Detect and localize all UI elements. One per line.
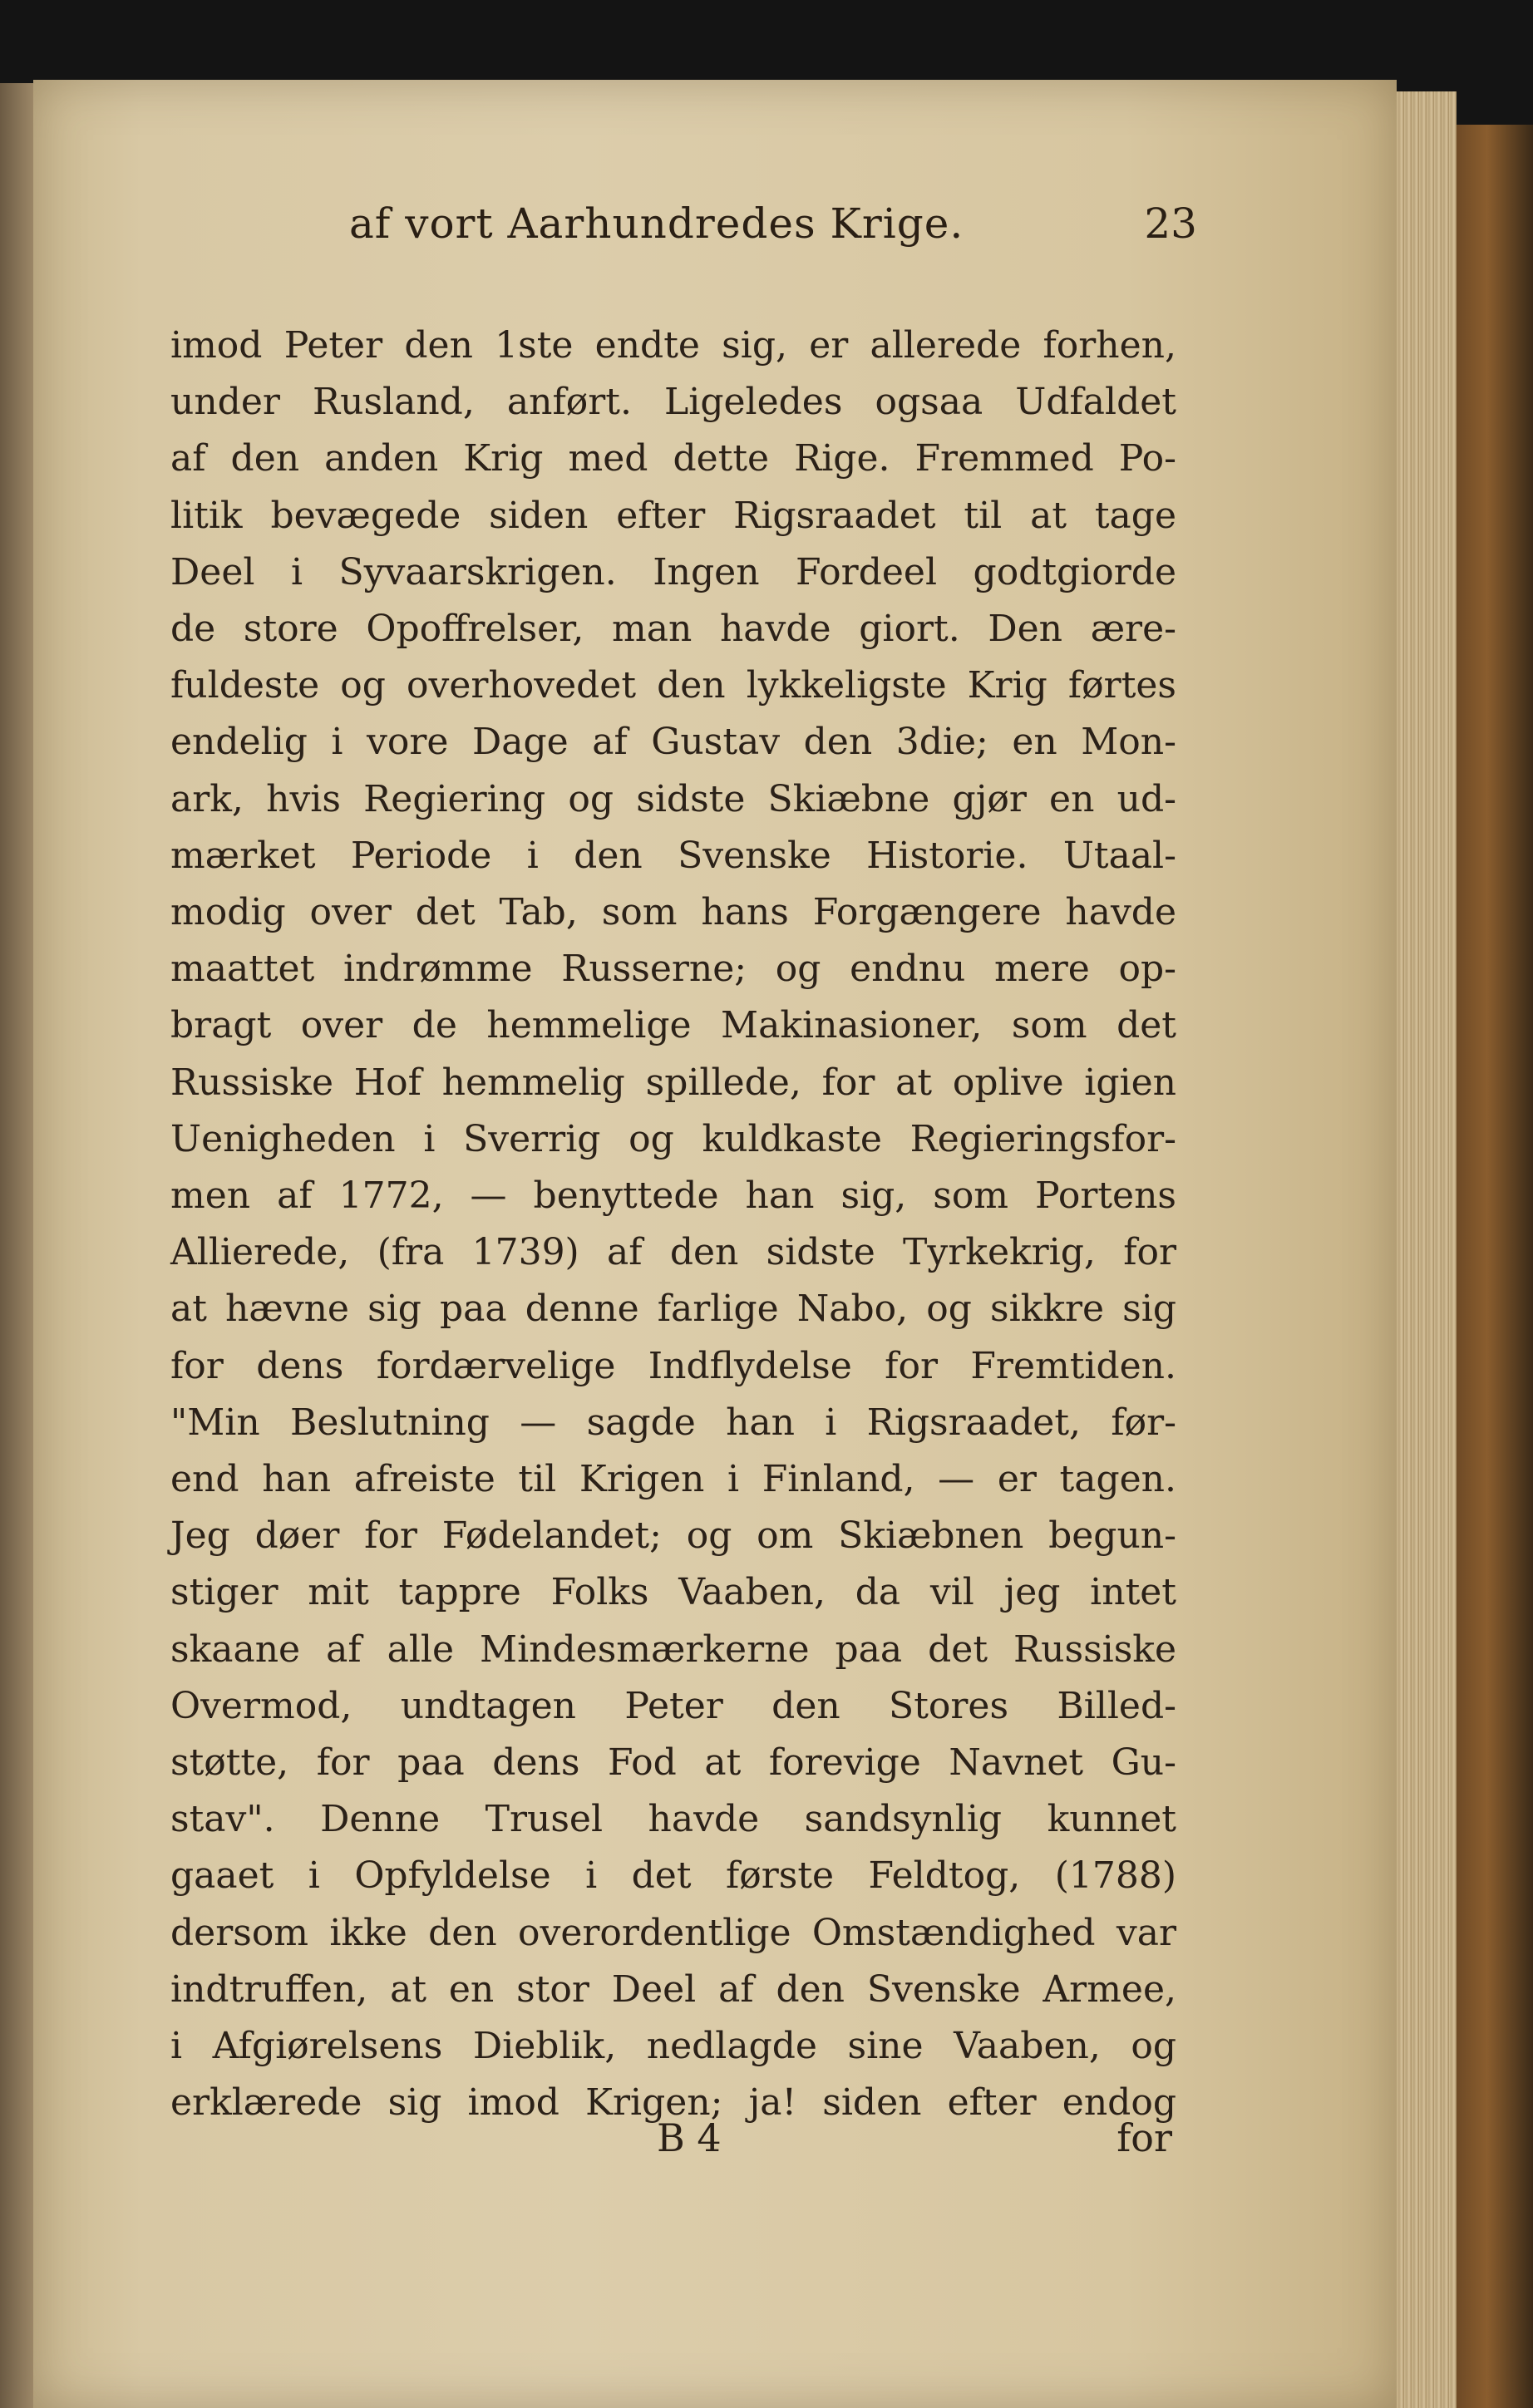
text-line: erklærede sig imod Krigen; ja! siden efter endog [170, 2081, 1176, 2125]
text-line: stiger mit tappre Folks Vaaben, da vil jeg intet [170, 1571, 1176, 1614]
running-title: af vort Aarhundredes Krige. [349, 199, 964, 248]
text-line: men af 1772, — benyttede han sig, som Portens [170, 1174, 1176, 1218]
text-line: indtruffen, at en stor Deel af den Svenske Armee, [170, 1967, 1176, 2011]
signature-mark: B 4 [657, 2115, 722, 2160]
text-line: Allierede, (fra 1739) af den sidste Tyrkekrig, for [170, 1231, 1176, 1274]
text-line: end han afreiste til Krigen i Finland, — er tagen. [170, 1458, 1176, 1501]
page-block-edge [1397, 91, 1457, 2408]
text-line: under Rusland, anført. Ligeledes ogsaa Udfaldet [170, 381, 1176, 424]
text-line: Jeg døer for Fødelandet; og om Skiæbnen begun- [170, 1514, 1176, 1558]
page-footer [166, 2115, 1172, 2174]
page-number: 23 [1144, 199, 1197, 248]
text-line: gaaet i Opfyldelse i det første Feldtog, (1788) [170, 1854, 1176, 1898]
text-line: i Afgiørelsens Dieblik, nedlagde sine Vaaben, og [170, 2025, 1176, 2068]
text-line: skaane af alle Mindesmærkerne paa det Russiske [170, 1627, 1176, 1671]
text-line: for dens fordærvelige Indflydelse for Fremtiden. [170, 1344, 1176, 1387]
text-line: stav". Denne Trusel havde sandsynlig kunnet [170, 1798, 1176, 1841]
text-line: "Min Beslutning — sagde han i Rigsraadet, før- [170, 1401, 1176, 1444]
text-line: mærket Periode i den Svenske Historie. Utaal- [170, 834, 1176, 877]
text-line: dersom ikke den overordentlige Omstændighed var [170, 1911, 1176, 1954]
text-line: maattet indrømme Russerne; og endnu mere op- [170, 948, 1176, 991]
text-line: støtte, for paa dens Fod at forevige Navnet Gu- [170, 1741, 1176, 1785]
facing-page-edge [0, 83, 33, 2408]
text-line: Deel i Syvaarskrigen. Ingen Fordeel godtgiorde [170, 550, 1176, 593]
text-line: af den anden Krig med dette Rige. Fremmed Po- [170, 437, 1176, 480]
text-line: at hævne sig paa denne farlige Nabo, og sikkre sig [170, 1288, 1176, 1331]
text-line: imod Peter den 1ste endte sig, er allerede forhen, [170, 324, 1176, 367]
text-line: Overmod, undtagen Peter den Stores Billed- [170, 1684, 1176, 1727]
text-line: endelig i vore Dage af Gustav den 3die; en Mon- [170, 721, 1176, 764]
text-line: bragt over de hemmelige Makinasioner, som det [170, 1004, 1176, 1047]
page-header [349, 199, 1197, 258]
text-line: de store Opoffrelser, man havde giort. Den ære- [170, 608, 1176, 651]
text-line: Russiske Hof hemmelig spillede, for at oplive igien [170, 1061, 1176, 1104]
text-line: litik bevægede siden efter Rigsraadet til at tage [170, 494, 1176, 537]
text-line: modig over det Tab, som hans Forgængere havde [170, 891, 1176, 934]
body-text [170, 318, 1176, 2132]
book-cover-edge [1457, 125, 1533, 2408]
text-line: fuldeste og overhovedet den lykkeligste Krig førtes [170, 664, 1176, 707]
text-line: Uenigheden i Sverrig og kuldkaste Regieringsfor- [170, 1117, 1176, 1160]
text-line: ark, hvis Regiering og sidste Skiæbne gjør en ud- [170, 777, 1176, 820]
catchword: for [1116, 2115, 1172, 2160]
